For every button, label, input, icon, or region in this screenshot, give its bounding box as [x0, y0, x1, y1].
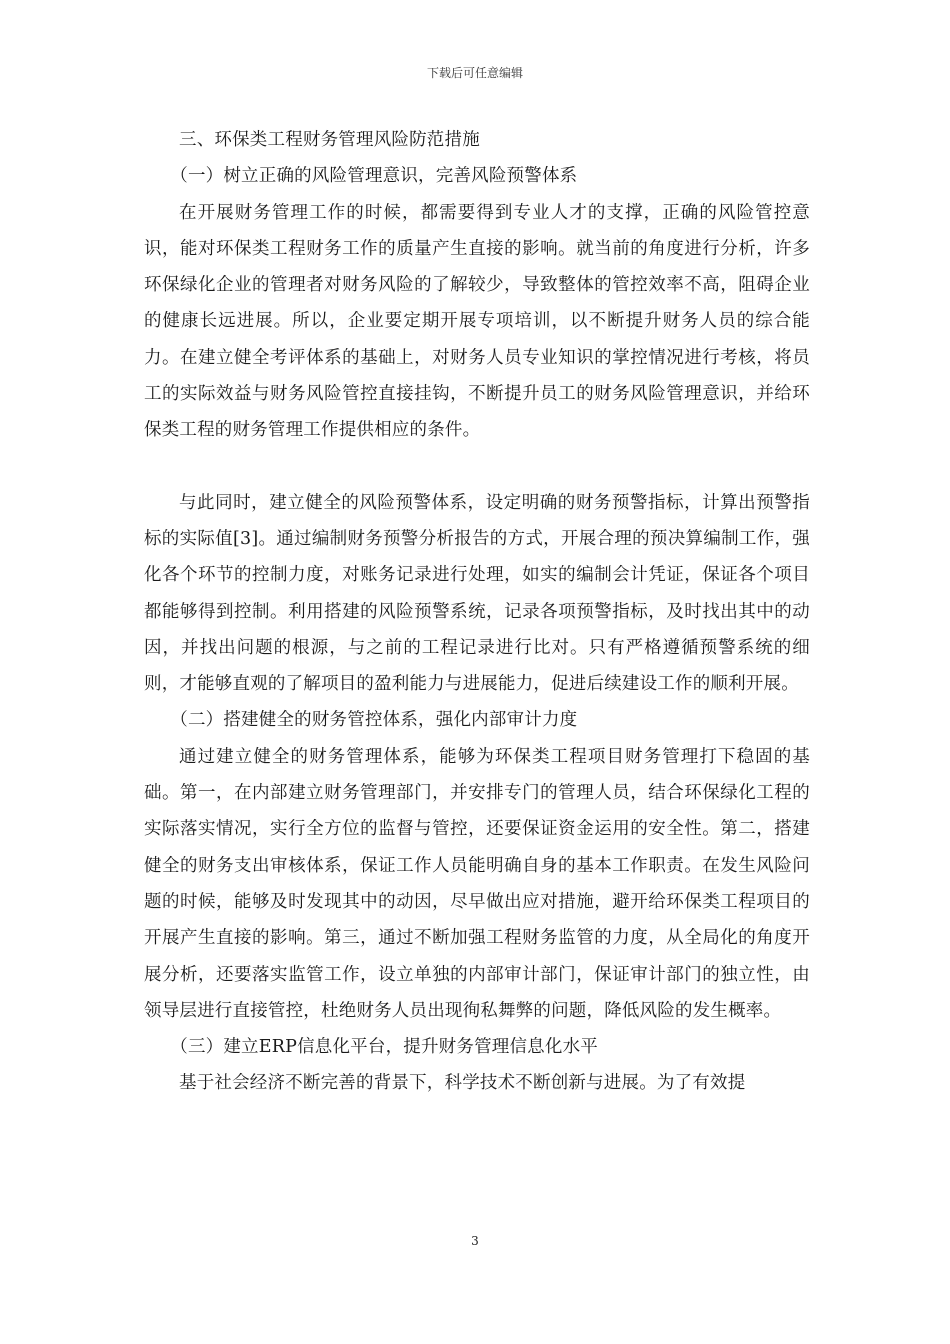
page-header: 下载后可任意编辑 — [426, 66, 523, 80]
subsection-title-2: （二）搭建健全的财务管控体系，强化内部审计力度 — [170, 710, 578, 731]
document-body — [144, 122, 810, 1102]
paragraph-4: 基于社会经济不断完善的背景下，科学技术不断创新与进展。为了有效提 — [179, 1073, 746, 1094]
page-number: 3 — [471, 1234, 479, 1248]
subsection-title-1: （一）树立正确的风险管理意识，完善风险预警体系 — [170, 166, 578, 187]
section-title: 三、环保类工程财务管理风险防范措施 — [179, 130, 480, 150]
paragraph-3: 通过建立健全的财务管理体系，能够为环保类工程项目财务管理打下稳固的基础。第一，在内部建立财务管理部门，并安排专门的管理人员，结合环保绿化工程的实际落实情况，实行全方位的监督与管控，还要保证资金运用的安全性。第二，搭建健全的财务支出审核体系，保证工作人员能明确自身的基本工作职责。在发生风险问题的时候，能够及时发现其中的动因，尽早做出应对措施，避开给环保类工程项目的开展产生直接的影响。第三，通过不断加强工程财务监管的力度，从全局化的角度开展分析，还要落实监管工作，设立单独的内部审计部门，保证审计部门的独立性，由领导层进行直接管控，杜绝财务人员出现徇私舞弊的问题，降低风险的发生概率。 — [144, 746, 810, 1021]
paragraph-1: 在开展财务管理工作的时候，都需要得到专业人才的支撑，正确的风险管控意识，能对环保类工程财务工作的质量产生直接的影响。就当前的角度进行分析，许多环保绿化企业的管理者对财务风险的了解较少，导致整体的管控效率不高，阻碍企业的健康长远进展。所以，企业要定期开展专项培训，以不断提升财务人员的综合能力。在建立健全考评体系的基础上，对财务人员专业知识的掌控情况进行考核，将员工的实际效益与财务风险管控直接挂钩，不断提升员工的财务风险管理意识，并给环保类工程的财务管理工作提供相应的条件。 — [144, 202, 810, 441]
paragraph-2: 与此同时，建立健全的风险预警体系，设定明确的财务预警指标，计算出预警指标的实际值[3]。通过编制财务预警分析报告的方式，开展合理的预决算编制工作，强化各个环节的控制力度，对账务记录进行处理，如实的编制会计凭证，保证各个项目都能够得到控制。利用搭建的风险预警系统，记录各项预警指标，及时找出其中的动因，并找出问题的根源，与之前的工程记录进行比对。只有严格遵循预警系统的细则，才能够直观的了解项目的盈利能力与进展能力，促进后续建设工作的顺利开展。 — [144, 492, 810, 695]
subsection-title-3: （三）建立ERP信息化平台，提升财务管理信息化水平 — [170, 1037, 598, 1058]
